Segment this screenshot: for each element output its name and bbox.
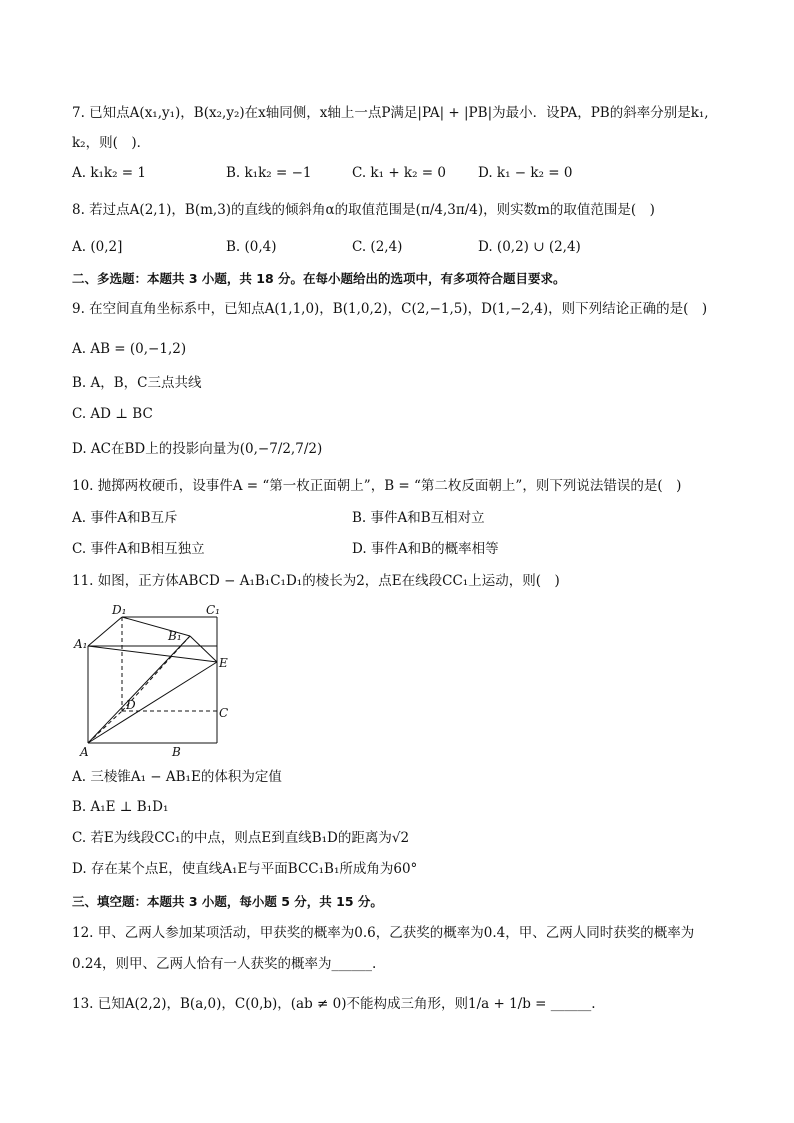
label-e: E — [219, 656, 228, 670]
q10-stem: 10. 抛掷两枚硬币，设事件A = “第一枚正面朝上”，B = “第二枚反面朝上”，则下列说法错误的是( ) — [72, 478, 682, 494]
q7-option-d: D. k₁ − k₂ = 0 — [478, 165, 573, 181]
q10-option-b: B. 事件A和B互相对立 — [352, 510, 485, 526]
label-a: A — [80, 745, 89, 759]
q11-option-b: B. A₁E ⊥ B₁D₁ — [72, 799, 169, 815]
q10-option-a: A. 事件A和B互斥 — [72, 510, 178, 526]
q9-option-c: C. AD ⊥ BC — [72, 406, 153, 422]
q10-option-c: C. 事件A和B相互独立 — [72, 541, 205, 557]
q8-option-b: B. (0,4) — [226, 239, 277, 255]
q8-stem: 8. 若过点A(2,1)，B(m,3)的直线的倾斜角α的取值范围是(π/4,3π/4)，则实数m的取值范围是( ) — [72, 202, 655, 218]
q7-option-c: C. k₁ + k₂ = 0 — [352, 165, 446, 181]
q8-option-a: A. (0,2] — [72, 239, 123, 255]
label-b1: B₁ — [168, 629, 182, 643]
q10-option-d: D. 事件A和B的概率相等 — [352, 541, 499, 557]
q12-line2: 0.24，则甲、乙两人恰有一人获奖的概率为______. — [72, 956, 377, 972]
q7-stem-line2: k₂，则( )． — [72, 135, 151, 151]
q9-option-b: B. A，B，C三点共线 — [72, 375, 202, 391]
q7-option-a: A. k₁k₂ = 1 — [72, 165, 146, 181]
q9-option-a: A. AB = (0,−1,2) — [72, 341, 187, 357]
q8-option-d: D. (0,2) ∪ (2,4) — [478, 239, 581, 255]
q11-stem: 11. 如图，正方体ABCD − A₁B₁C₁D₁的棱长为2，点E在线段CC₁上运动，则( ) — [72, 573, 560, 589]
q11-option-c: C. 若E为线段CC₁的中点，则点E到直线B₁D的距离为√2 — [72, 830, 410, 846]
label-d1: D₁ — [112, 603, 127, 617]
segment-a1e — [88, 646, 217, 662]
edge-a1d1 — [88, 617, 122, 646]
q8-option-c: C. (2,4) — [352, 239, 403, 255]
cube-diagram — [72, 600, 247, 760]
segment-ae — [88, 662, 217, 743]
segment-b1e — [190, 636, 217, 662]
label-c1: C₁ — [206, 603, 220, 617]
label-b: B — [172, 745, 181, 759]
q11-option-a: A. 三棱锥A₁ − AB₁E的体积为定值 — [72, 769, 282, 785]
q7-stem-line1: 7. 已知点A(x₁,y₁)，B(x₂,y₂)在x轴同侧，x轴上一点P满足|PA| + |PB|为最小．设PA，PB的斜率分别是k₁, — [72, 105, 709, 121]
section-2-heading: 二、多选题：本题共 3 小题，共 18 分。在每小题给出的选项中，有多项符合题目要求。 — [72, 271, 566, 286]
label-a1: A₁ — [74, 637, 88, 651]
section-3-heading: 三、填空题：本题共 3 小题，每小题 5 分，共 15 分。 — [72, 894, 383, 909]
label-d: D — [126, 698, 136, 712]
q9-stem: 9. 在空间直角坐标系中，已知点A(1,1,0)，B(1,0,2)，C(2,−1,5)，D(1,−2,4)，则下列结论正确的是( ) — [72, 301, 708, 317]
edge-ad-hidden — [88, 711, 122, 743]
q9-option-d: D. AC在BD上的投影向量为(0,−7/2,7/2) — [72, 441, 323, 457]
q13-stem: 13. 已知A(2,2)，B(a,0)，C(0,b)，(ab ≠ 0)不能构成三角形，则1/a + 1/b = ______. — [72, 996, 596, 1012]
q7-option-b: B. k₁k₂ = −1 — [226, 165, 312, 181]
cube-figure — [72, 600, 247, 760]
label-c: C — [219, 706, 229, 720]
q11-option-d: D. 存在某个点E，使直线A₁E与平面BCC₁B₁所成角为60° — [72, 861, 418, 877]
q12-line1: 12. 甲、乙两人参加某项活动，甲获奖的概率为0.6，乙获奖的概率为0.4，甲、乙两人同时获奖的概率为 — [72, 925, 695, 941]
